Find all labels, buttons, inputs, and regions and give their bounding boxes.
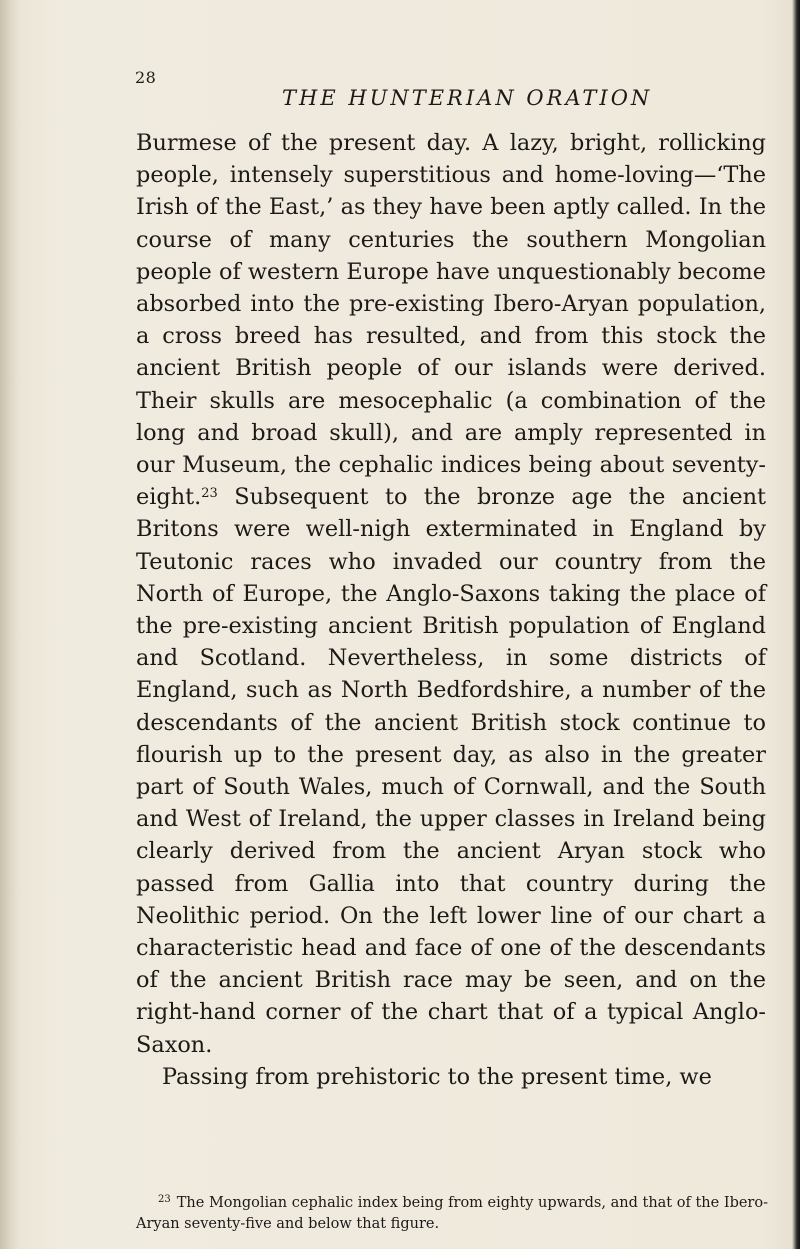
footnote [136, 1189, 768, 1235]
paragraph-1 [136, 127, 766, 1061]
page-right-edge [792, 0, 800, 1249]
footnote-reference: 23 [201, 486, 218, 502]
page-binding-shadow [0, 0, 16, 1249]
body-text [136, 127, 766, 1093]
page-number: 28 [135, 68, 157, 87]
paragraph-1-part-a: Burmese of the present day. A lazy, bright, rollicking people, intensely superstitious and home-loving—‘The Irish of the East,’ as they have been aptly called. In the course of many centuries the southern Mongolian people of western Europe have unquestionably become absorbed into the pre-existing Ibero-Aryan population, a cross breed has resulted, and from this stock the ancient British people of our islands were derived. Their skulls are mesocephalic (a combination of the long and broad skull), and are amply represented in our Museum, the cephalic indices being about seventy-eight. [136, 130, 766, 511]
paragraph-2: Passing from prehistoric to the present time, we [162, 1063, 712, 1090]
footnote-number: 23 [158, 1194, 171, 1205]
footnote-text: The Mongolian cephalic index being from eighty upwards, and that of the Ibero-Aryan seventy-five and below that figure. [136, 1195, 768, 1232]
running-head: THE HUNTERIAN ORATION [282, 86, 653, 110]
paragraph-1-part-b: Subsequent to the bronze age the ancient Britons were well-nigh exterminated in England by Teutonic races who invaded our country from the North of Europe, the Anglo-Saxons taking the place of the pre-existing ancient British population of England and Scotland. Nevertheless, in some districts of England, such as North Bedfordshire, a number of the descendants of the ancient British stock continue to flourish up to the present day, as also in the greater part of South Wales, much of Cornwall, and the South and West of Ireland, the upper classes in Ireland being clearly derived from the ancient Aryan stock who passed from Gallia into that country during the Neolithic period. On the left lower line of our chart a characteristic head and face of one of the descendants of the ancient British race may be seen, and on the right-hand corner of the chart that of a typical Anglo-Saxon. [136, 484, 766, 1058]
